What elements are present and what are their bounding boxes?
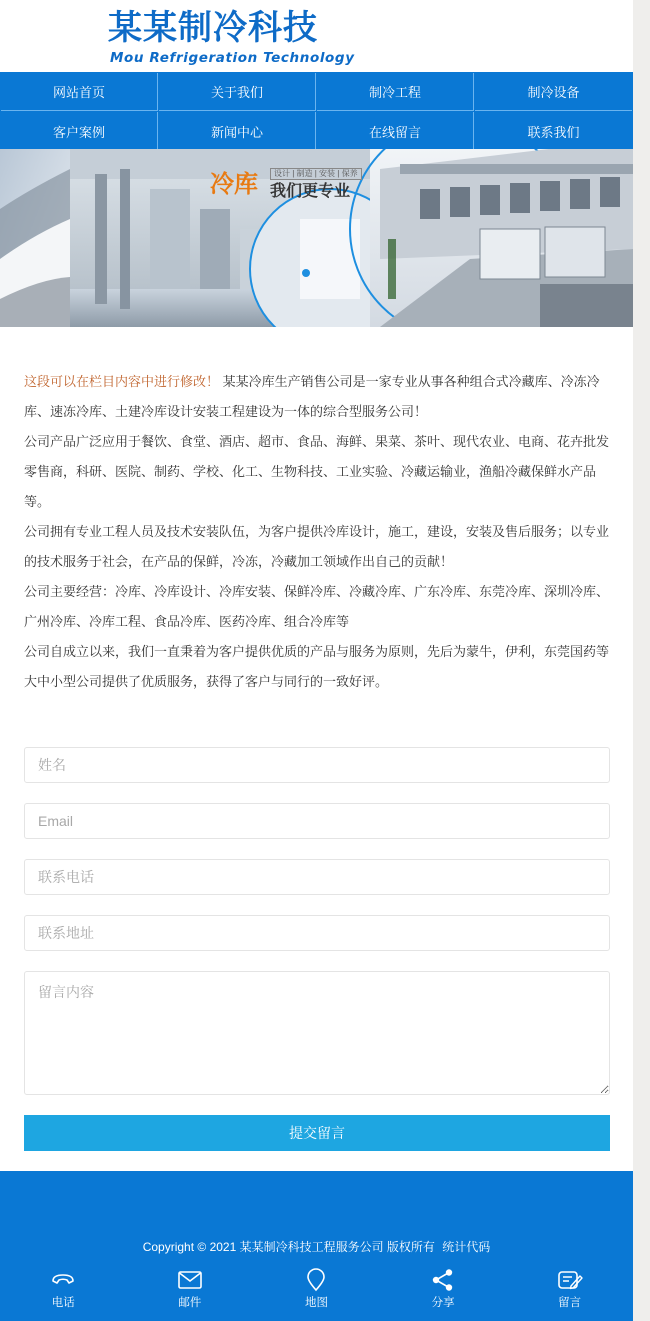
- site-logo[interactable]: [108, 8, 355, 68]
- address-input[interactable]: [24, 915, 610, 951]
- nav-item-contact[interactable]: 联系我们: [475, 112, 632, 150]
- logo-english-name: Mou Refrigeration Technology: [110, 50, 355, 66]
- toolbar-share-label: 分享: [431, 1297, 455, 1309]
- stats-code-link[interactable]: 统计代码: [442, 1240, 491, 1254]
- content-paragraph-2: 公司产品广泛应用于餐饮、食堂、酒店、超市、食品、海鲜、果菜、茶叶、现代农业、电商、花卉批发零售商，科研、医院、制药、学校、化工、生物科技、工业实验、冷藏运输业，渔船冷藏保鲜水产品等。: [24, 434, 610, 509]
- editable-hint-text: 这段可以在栏目内容中进行修改！: [24, 374, 220, 389]
- banner-headline-1: 冷库: [210, 170, 258, 198]
- content-paragraph-5: 公司自成立以来，我们一直秉着为客户提供优质的产品与服务为原则，先后为蒙牛，伊利，东莞国药等大中小型公司提供了优质服务，获得了客户与同行的一致好评。: [24, 644, 610, 689]
- nav-item-news[interactable]: 新闻中心: [159, 112, 316, 150]
- toolbar-share-button[interactable]: [380, 1263, 507, 1321]
- toolbar-map-button[interactable]: [253, 1263, 380, 1321]
- mail-icon: [177, 1268, 203, 1292]
- guestbook-form: [14, 737, 619, 1169]
- hero-banner: [0, 149, 633, 327]
- toolbar-phone-button[interactable]: [0, 1263, 127, 1321]
- content-paragraph-1-text: 某某冷库生产销售公司是一家专业从事各种组合式冷藏库、冷冻冷库、速冻冷库、土建冷库设计安装工程建设为一体的综合型服务公司！: [24, 374, 600, 419]
- content-paragraph-1: [24, 367, 609, 427]
- site-header: [0, 0, 633, 72]
- about-content: [14, 327, 619, 737]
- site-footer: [0, 1171, 633, 1321]
- logo-chinese-name: 某某制冷科技: [108, 8, 318, 48]
- copyright-bar: [0, 1239, 633, 1255]
- nav-item-about[interactable]: 关于我们: [159, 73, 316, 111]
- content-paragraph-3: 公司拥有专业工程人员及技术安装队伍，为客户提供冷库设计，施工，建设，安装及售后服务；以专业的技术服务于社会，在产品的保鲜，冷冻，冷藏加工领域作出自己的贡献！: [24, 524, 610, 569]
- email-input[interactable]: [24, 803, 610, 839]
- banner-headline-2: 我们更专业: [270, 181, 351, 200]
- name-input[interactable]: [24, 747, 610, 783]
- nav-item-cases[interactable]: 客户案例: [1, 112, 158, 150]
- phone-input[interactable]: [24, 859, 610, 895]
- nav-item-guestbook[interactable]: 在线留言: [317, 112, 474, 150]
- toolbar-message-button[interactable]: [506, 1263, 633, 1321]
- main-nav: [0, 72, 633, 149]
- copyright-text: Copyright © 2021 某某制冷科技工程服务公司 版权所有: [142, 1240, 435, 1254]
- toolbar-message-label: 留言: [558, 1297, 582, 1309]
- bottom-toolbar: [0, 1263, 633, 1321]
- banner-tags: 设计 | 制造 | 安装 | 保养: [270, 168, 362, 180]
- nav-item-engineering[interactable]: 制冷工程: [317, 73, 474, 111]
- toolbar-phone-label: 电话: [51, 1297, 75, 1309]
- toolbar-map-label: 地图: [304, 1297, 328, 1309]
- submit-message-button[interactable]: 提交留言: [24, 1115, 610, 1151]
- content-paragraph-4: 公司主要经营：冷库、冷库设计、冷库安装、保鲜冷库、冷藏冷库、广东冷库、东莞冷库、深圳冷库、广州冷库、冷库工程、食品冷库、医药冷库、组合冷库等: [24, 584, 610, 629]
- share-icon: [430, 1268, 456, 1292]
- page-gutter: [633, 0, 650, 1321]
- nav-item-equipment[interactable]: 制冷设备: [475, 73, 632, 111]
- nav-item-home[interactable]: 网站首页: [1, 73, 158, 111]
- message-edit-icon: [557, 1268, 583, 1292]
- map-pin-icon: [303, 1268, 329, 1292]
- toolbar-mail-label: 邮件: [178, 1297, 202, 1309]
- message-textarea[interactable]: [24, 971, 610, 1095]
- toolbar-mail-button[interactable]: [127, 1263, 254, 1321]
- phone-icon: [50, 1268, 76, 1292]
